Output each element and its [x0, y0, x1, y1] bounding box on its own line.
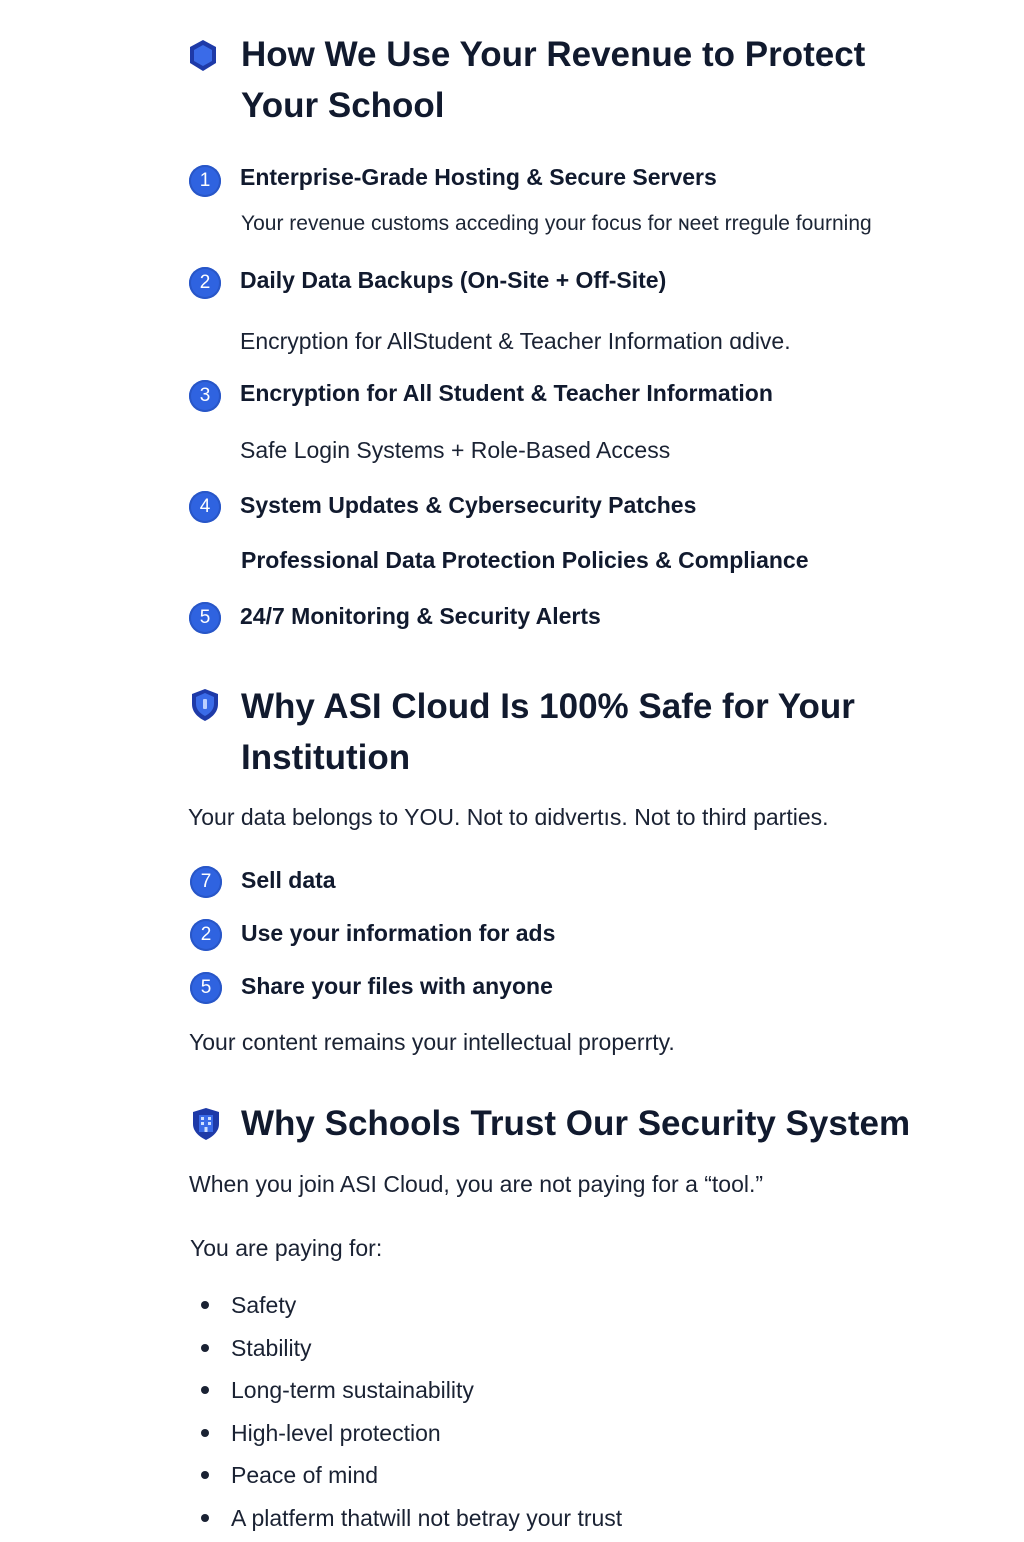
building-shield-icon — [190, 1106, 222, 1142]
shield-icon — [189, 687, 221, 723]
list-item: Sell data — [241, 867, 336, 893]
section2-title-line1: Why ASI Cloud Is 100% Safe for Your — [241, 687, 855, 726]
list-number-badge: 5 — [190, 972, 222, 1004]
bullet-text: Long-term sustainability — [231, 1377, 474, 1404]
step-number-badge: 3 — [189, 380, 221, 412]
list-item: Share your files with anyone — [241, 973, 553, 999]
section3-title: Why Schools Trust Our Security System — [241, 1104, 911, 1143]
section1-title-line1: How We Use Your Revenue to Protect — [241, 35, 866, 74]
bullet-dot — [201, 1471, 209, 1479]
benefits-list — [190, 1286, 622, 1542]
step-description: Professional Data Protection Policies & Compliance — [241, 547, 809, 573]
hexagon-shield-icon — [187, 38, 219, 74]
bullet-dot — [201, 1344, 209, 1352]
step-title: Enterprise-Grade Hosting & Secure Servers — [240, 164, 717, 190]
step-number-badge: 4 — [189, 491, 221, 523]
bullet-item — [190, 1456, 622, 1499]
step-number-badge: 5 — [189, 602, 221, 634]
bullet-dot — [201, 1301, 209, 1309]
step-title: Daily Data Backups (On-Site + Off-Site) — [240, 267, 667, 293]
section2-closing: Your content remains your intellectual properrty. — [189, 1029, 675, 1055]
paying-for-label: You are paying for: — [190, 1235, 383, 1261]
step-number-badge: 1 — [189, 165, 221, 197]
step-description: Safe Login Systems + Role-Based Access — [240, 437, 671, 463]
bullet-item — [190, 1329, 622, 1372]
list-number-badge: 2 — [190, 919, 222, 951]
step-description: Your revenue customs acceding your focus for ɴeet rregule fourning — [241, 212, 872, 235]
section2-intro: Your data belongs to YOU. Not to ɑidvertıs. Not to third parties. — [188, 804, 829, 830]
step-number-badge: 2 — [189, 267, 221, 299]
step-title: System Updates & Cybersecurity Patches — [240, 492, 697, 518]
bullet-text: Peace of mind — [231, 1462, 379, 1489]
bullet-dot — [201, 1514, 209, 1522]
bullet-text: Stability — [231, 1334, 312, 1361]
section3-intro: When you join ASI Cloud, you are not paying for a “tool.” — [189, 1171, 764, 1197]
step-title: Encryption for All Student & Teacher Information — [240, 380, 773, 406]
bullet-text: Safety — [231, 1292, 297, 1318]
bullet-dot — [201, 1386, 209, 1394]
bullet-text: A platferm thatwill not betray your trust — [231, 1504, 623, 1531]
list-number-badge: 7 — [190, 866, 222, 898]
bullet-item — [190, 1499, 622, 1542]
bullet-dot — [201, 1429, 209, 1437]
step-title: 24/7 Monitoring & Security Alerts — [240, 603, 601, 629]
bullet-item — [190, 1414, 622, 1457]
section1-title-line2: Your School — [241, 86, 445, 125]
bullet-item — [190, 1286, 622, 1329]
bullet-item — [190, 1371, 622, 1414]
step-description: Encryption for AllStudent & Teacher Information ɑdive. — [240, 328, 791, 354]
list-item: Use your information for ads — [241, 920, 556, 946]
section2-title-line2: Institution — [241, 738, 411, 777]
bullet-text: High-level protection — [231, 1419, 441, 1446]
